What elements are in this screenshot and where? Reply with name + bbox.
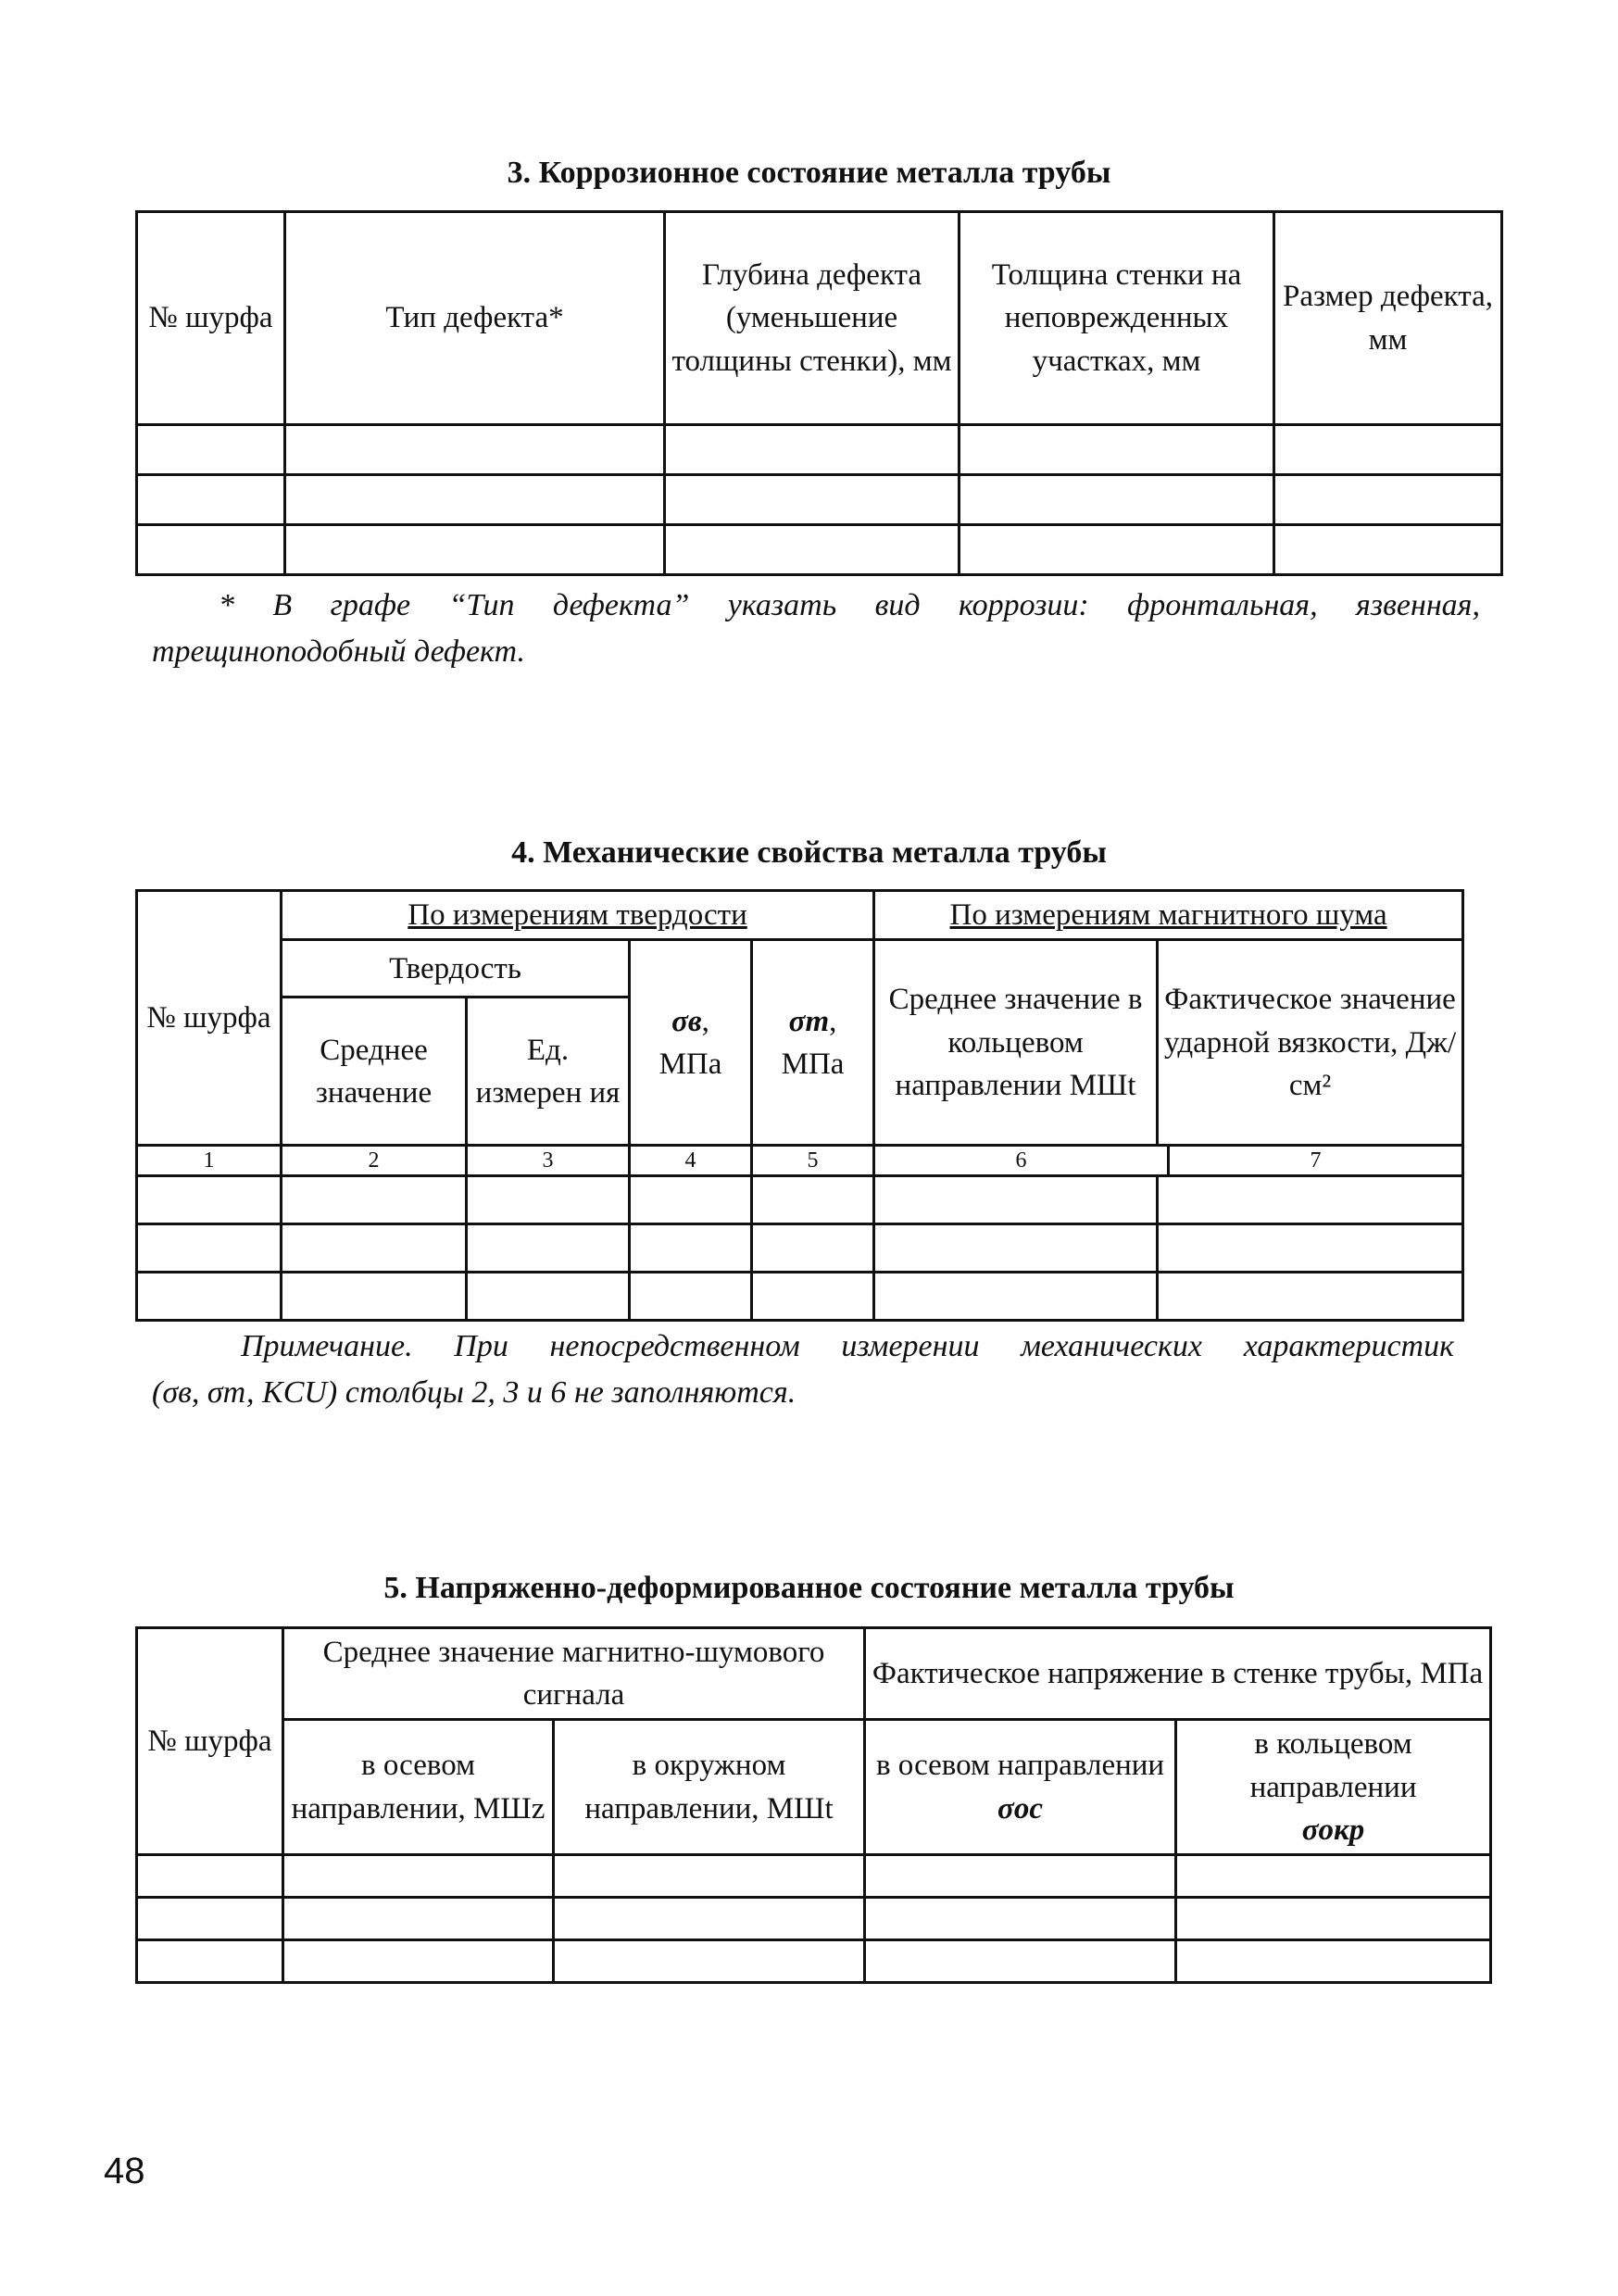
corrosion-footnote-line1: * В графе “Тип дефекта” указать вид коррозии: фронтальная, язвенная, xyxy=(219,588,1480,622)
group-header-magnetic-noise: По измерениям магнитного шума xyxy=(874,891,1463,940)
sigma-ring-symbol: σокр xyxy=(1301,1813,1365,1847)
sigma-t-unit: МПа xyxy=(781,1047,845,1081)
axial-stress-label: в осевом направлении xyxy=(875,1749,1165,1783)
col-header-axial-stress xyxy=(865,1720,1176,1855)
table-row xyxy=(137,1224,1463,1273)
corrosion-table xyxy=(135,210,1503,576)
table-header-row xyxy=(137,891,1463,940)
col-header-sigma-t: σт, МПа xyxy=(752,940,874,1146)
col-header-units: Ед. измерен ия xyxy=(467,997,630,1146)
table-header-row xyxy=(137,212,1502,425)
mechanical-note-line1: Примечание. При непосредственном измерении механических характеристик xyxy=(241,1329,1454,1363)
group-header-noise-signal: Среднее значение магнитно-шумового сигнала xyxy=(283,1628,865,1720)
table-header-row xyxy=(137,940,1463,997)
column-number: 5 xyxy=(752,1146,874,1176)
table-row xyxy=(137,525,1502,575)
col-header-ring-stress xyxy=(1176,1720,1491,1855)
table-row xyxy=(137,1273,1463,1321)
col-header-axial-signal: в осевом направлении, МШz xyxy=(283,1720,554,1855)
stress-state-table xyxy=(135,1626,1492,1984)
column-number: 6 xyxy=(875,1147,1169,1174)
col-header-defect-depth: Глубина дефекта (уменьшение толщины стенки), мм xyxy=(665,212,960,425)
col-header-impact-toughness: Фактическое значение ударной вязкости, Дж/см² xyxy=(1158,940,1463,1146)
ring-stress-label: в кольцевом направлении xyxy=(1249,1727,1417,1804)
table-row xyxy=(137,1854,1491,1897)
table-header-row xyxy=(137,1628,1491,1720)
column-number: 4 xyxy=(630,1146,752,1176)
column-number: 7 xyxy=(1310,1148,1322,1173)
table-header-row xyxy=(137,1720,1491,1855)
mechanical-note-line2: (σв, σт, KCU) столбцы 2, 3 и 6 не заполняются. xyxy=(152,1375,796,1410)
table-row xyxy=(137,1176,1463,1224)
sigma-axial-symbol: σос xyxy=(997,1791,1043,1826)
table-row xyxy=(137,425,1502,475)
col-header-noise-average: Среднее значение в кольцевом направлении МШt xyxy=(874,940,1158,1146)
sigma-v-symbol: σв xyxy=(671,1004,702,1038)
group-header-actual-stress: Фактическое напряжение в стенке трубы, МПа xyxy=(865,1628,1491,1720)
col-header-wall-thickness: Толщина стенки на неповрежденных участках, мм xyxy=(960,212,1274,425)
page-number: 48 xyxy=(104,2151,145,2191)
col-header-hardness: Твердость xyxy=(282,940,630,997)
table-row xyxy=(137,1939,1491,1982)
section5-title: 5. Напряженно-деформированное состояние металла трубы xyxy=(383,1571,1235,1605)
column-number: 2 xyxy=(282,1146,467,1176)
col-header-no: № шурфа xyxy=(137,891,282,1146)
col-header-no: № шурфа xyxy=(137,212,285,425)
sigma-v-unit: МПа xyxy=(658,1047,722,1081)
column-number: 1 xyxy=(137,1146,282,1176)
group-header-hardness: По измерениям твердости xyxy=(282,891,874,940)
table-row xyxy=(137,475,1502,525)
section4-title: 4. Механические свойства металла трубы xyxy=(511,835,1107,870)
corrosion-footnote-line2: трещиноподобный дефект. xyxy=(152,634,525,669)
col-header-defect-type: Тип дефекта* xyxy=(285,212,665,425)
col-header-sigma-v: σв, МПа xyxy=(630,940,752,1146)
sigma-t-symbol: σт xyxy=(788,1004,830,1038)
col-header-average-value: Среднее значение xyxy=(282,997,467,1146)
column-number-row xyxy=(137,1146,1463,1176)
table-row xyxy=(137,1897,1491,1939)
mechanical-properties-table xyxy=(135,889,1464,1322)
section3-title: 3. Коррозионное состояние металла трубы xyxy=(507,156,1111,190)
col-header-hoop-signal: в окружном направлении, МШt xyxy=(554,1720,865,1855)
col-header-no: № шурфа xyxy=(137,1628,283,1855)
column-number: 3 xyxy=(467,1146,630,1176)
col-header-defect-size: Размер дефекта, мм xyxy=(1274,212,1502,425)
